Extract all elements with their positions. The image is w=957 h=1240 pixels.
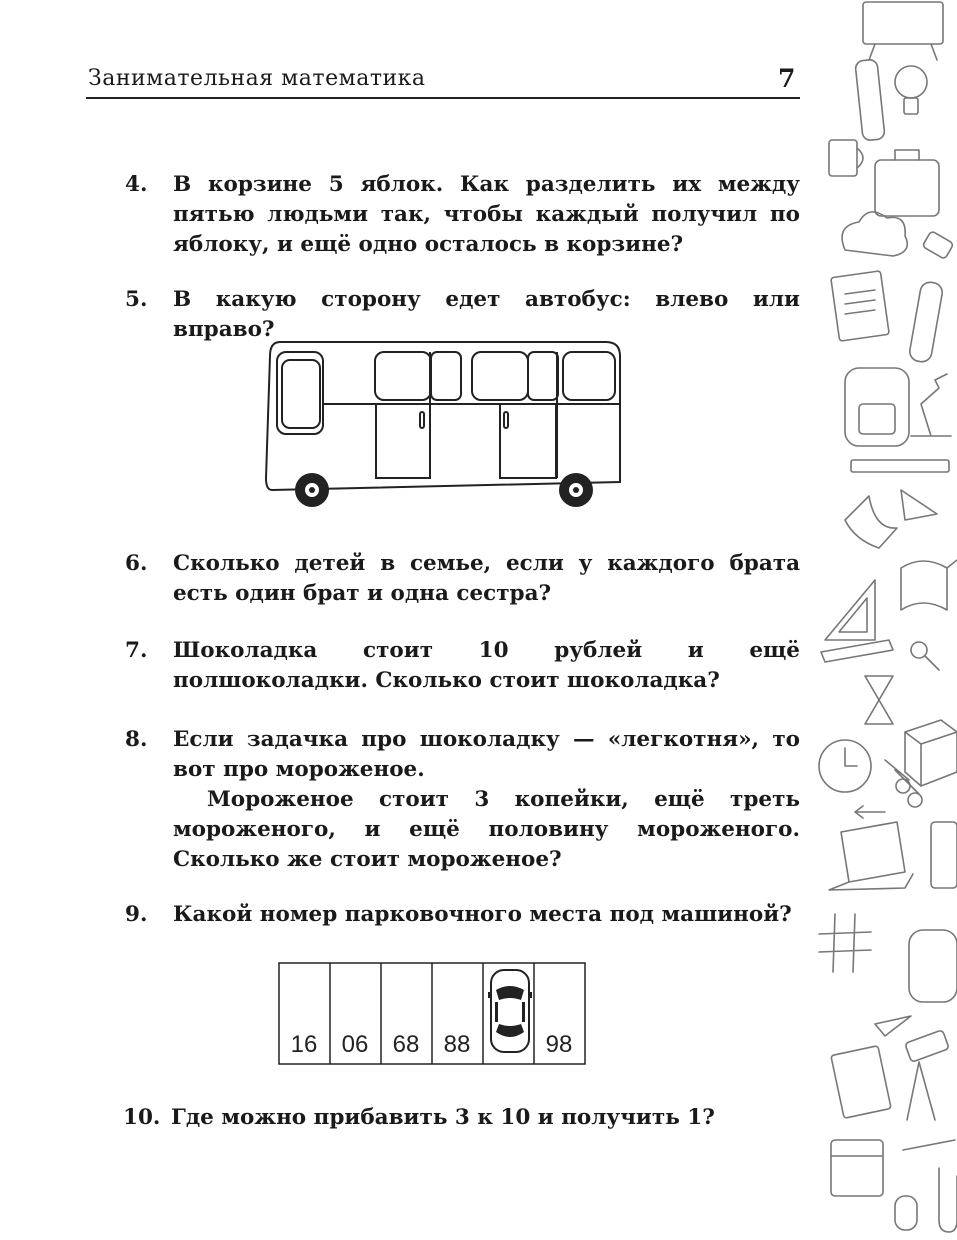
task-paragraph: Где можно прибавить 3 к 10 и получить 1?: [171, 1105, 715, 1130]
task-paragraph: В какую сторону едет автобус: влево или вправо?: [173, 287, 800, 342]
task-number: 5.: [125, 287, 148, 312]
task-text: [173, 549, 800, 609]
task-10: [123, 1103, 798, 1133]
task-text: [171, 1103, 798, 1133]
task-text: [173, 285, 800, 345]
task-7: [125, 636, 800, 696]
task-number: 7.: [125, 638, 148, 663]
task-4: [125, 170, 800, 260]
parking-lot-illustration: [278, 962, 588, 1066]
task-number: 10.: [123, 1105, 161, 1130]
task-paragraph: Мороженое стоит 3 копейки, ещё треть мороженого, и ещё половину мороженого. Сколько же стоит мороженое?: [173, 787, 800, 872]
task-number: 9.: [125, 902, 148, 927]
task-paragraph: Сколько детей в семье, если у каждого брата есть один брат и одна сестра?: [173, 551, 800, 606]
task-5: [125, 285, 800, 345]
task-number: 8.: [125, 727, 148, 752]
task-number: 4.: [125, 172, 148, 197]
page-number: 7: [778, 64, 796, 93]
task-paragraph: Какой номер парковочного места под машиной?: [173, 902, 792, 927]
task-number: 6.: [125, 551, 148, 576]
task-text: [173, 900, 800, 930]
school-doodles-border: [815, 0, 957, 1240]
parking-spot-number: 16: [290, 1031, 318, 1058]
car-icon: [488, 970, 532, 1052]
task-paragraph: Шоколадка стоит 10 рублей и ещё полшоколадки. Сколько стоит шоколадка?: [173, 638, 800, 693]
task-text: [173, 636, 800, 696]
parking-spot-number: 88: [443, 1031, 471, 1058]
running-header-title: Занимательная математика: [88, 66, 426, 91]
task-9: [125, 900, 800, 930]
bus-illustration: [262, 338, 632, 514]
task-6: [125, 549, 800, 609]
parking-spot-number: 98: [545, 1031, 573, 1058]
task-paragraph: Если задачка про шоколадку — «легкотня», то вот про мороженое.: [173, 727, 800, 782]
task-8: [125, 725, 800, 875]
task-paragraph: В корзине 5 яблок. Как разделить их между пятью людьми так, чтобы каждый получил по яблоку, и ещё одно осталось в корзине?: [173, 172, 800, 257]
task-text: [173, 725, 800, 875]
parking-spot-number: 68: [392, 1031, 420, 1058]
header-rule: [86, 97, 800, 99]
parking-spot-number: 06: [341, 1031, 369, 1058]
task-text: [173, 170, 800, 260]
